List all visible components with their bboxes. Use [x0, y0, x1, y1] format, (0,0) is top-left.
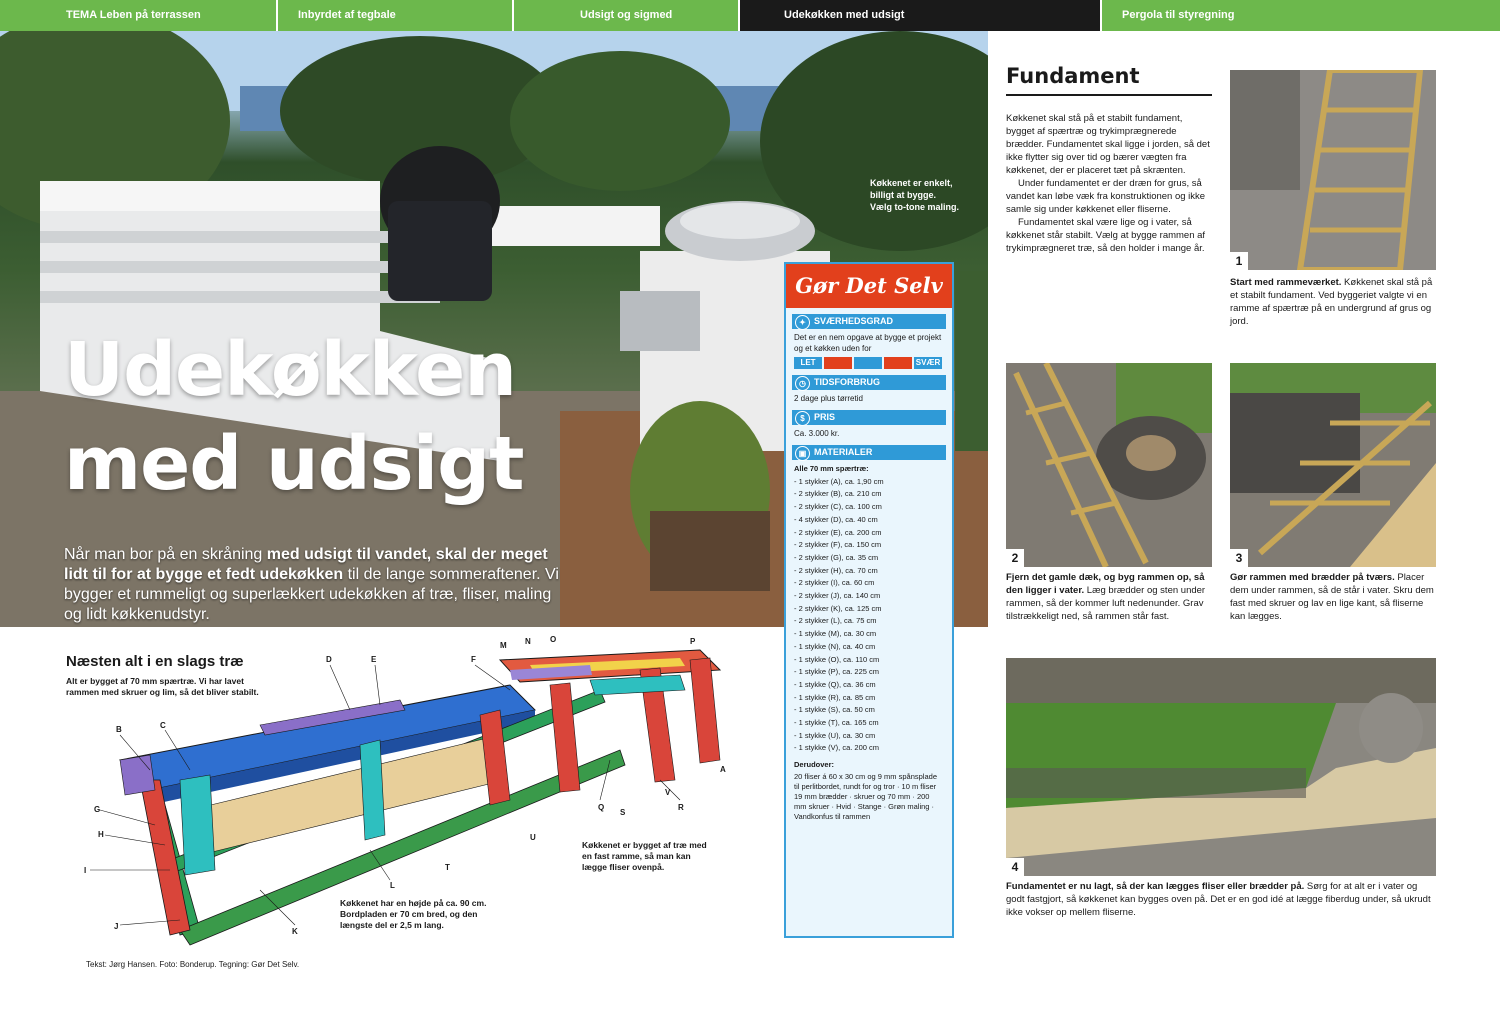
tab-udekokken[interactable]: Udekøkken med udsigt — [740, 0, 1102, 31]
materials-item: - 1 stykke (U), ca. 30 cm — [794, 730, 876, 740]
wrench-icon: ✦ — [795, 315, 810, 330]
diagram-label-k: K — [292, 927, 298, 936]
time-heading — [792, 375, 946, 390]
step-caption-4-text: Sørg for at alt er i vater og godt fastgjort, så køkkenet kan bygges oven på. Det er en god idé at lægge fiberdug under, så ukrudt ikke vokser op mellem fliserne. — [1006, 881, 1431, 918]
diagram-label-c: C — [160, 721, 166, 730]
section-tab-bar — [0, 0, 1500, 31]
materials-item: - 1 stykker (A), ca. 1,90 cm — [794, 476, 884, 486]
diagram-label-g: G — [94, 805, 101, 814]
materials-item: - 1 stykke (P), ca. 225 cm — [794, 667, 880, 677]
diy-info-box — [784, 262, 954, 938]
step-caption-3-text: Placer dem under rammen, så de står i vater. Skru dem fast med skruer og lav en lige kant, så fliserne kan lægges. — [1230, 572, 1434, 622]
clock-icon: ◷ — [795, 376, 810, 391]
step-caption-3 — [1230, 571, 1436, 623]
step-caption-1-text: Køkkenet skal stå på et stabilt fundament. Ved byggeriet valgte vi en ramme af spærtræ på en undergrund af grus og jord. — [1230, 277, 1433, 327]
diagram-label-d: D — [326, 655, 332, 664]
step-caption-1 — [1230, 276, 1436, 328]
diagram-label-l: L — [390, 881, 395, 890]
materials-list — [786, 476, 952, 755]
tab-pergola[interactable]: Pergola til styregning — [1102, 0, 1500, 31]
diagram-label-n: N — [525, 637, 531, 646]
materials-item: - 1 stykke (Q), ca. 36 cm — [794, 679, 876, 689]
step-number-4: 4 — [1006, 858, 1024, 876]
step-photo-2 — [1006, 363, 1212, 567]
intro-paragraph-2: Under fundamentet er der dræn for grus, så vandet kan løbe væk fra konstruktionen og ikke samle sig under køkkenet eller fliserne. — [1006, 178, 1206, 215]
step-photo-3-image — [1230, 363, 1436, 567]
diagram-label-j: J — [114, 922, 119, 931]
diagram-label-i: I — [84, 866, 87, 875]
difficulty-text: Det er en nem opgave at bygge et projekt og et køkken uden for — [794, 333, 942, 353]
diagram-label-s: S — [620, 808, 626, 817]
difficulty-level-1: LET — [794, 357, 822, 369]
diagram-note-2: Køkkenet er bygget af træ med en fast ramme, så man kan lægge fliser ovenpå. — [582, 840, 707, 872]
other-text: 20 fliser á 60 x 30 cm og 9 mm spånsplade til perlitbordet, rundt for og tror · 10 m fliser 19 mm brædder · skruer og 70 mm · 200 mm skruer · Hvid · Stange · Grøn maling · Vandkonfus til rammen — [794, 771, 937, 821]
materials-item: - 2 stykker (F), ca. 150 cm — [794, 540, 882, 550]
toolbox-icon: ▣ — [795, 446, 810, 461]
materials-heading — [792, 445, 946, 460]
section-heading: Fundament — [1006, 64, 1212, 96]
diagram-subtitle: Alt er bygget af 70 mm spærtræ. Vi har lavet rammen med skruer og lim, så det bliver stabilt. — [66, 676, 259, 697]
step-number-3: 3 — [1230, 549, 1248, 567]
materials-item: - 1 stykke (T), ca. 165 cm — [794, 718, 879, 728]
materials-item: - 2 stykker (G), ca. 35 cm — [794, 552, 879, 562]
materials-item: - 2 stykker (K), ca. 125 cm — [794, 603, 882, 613]
diagram-label-r: R — [678, 803, 684, 812]
diagram-label-m: M — [500, 641, 507, 650]
step-caption-2-bold: Fjern det gamle dæk, og byg rammen op, så den ligger i vater. — [1006, 572, 1205, 596]
diagram-title: Næsten alt i en slags træ — [66, 653, 244, 670]
time-heading-label: TIDSFORBRUG — [814, 377, 880, 387]
step-photo-1-image — [1230, 70, 1436, 270]
step-photo-3 — [1230, 363, 1436, 567]
intro-paragraph-1: Køkkenet skal stå på et stabilt fundament, bygget af spærtræ og trykimprægnerede brædder. Fundamentet skal ligge i jorden, så det ikke flytter sig over tid og bærer vægten fra køkkenet, der er placeret tæt på skrænten. — [1006, 113, 1210, 176]
step-caption-3-bold: Gør rammen med brædder på tværs. — [1230, 572, 1395, 583]
diagram-label-h: H — [98, 830, 104, 839]
tab-inbyrdet[interactable]: Inbyrdet af tegbale — [278, 0, 514, 31]
materials-item: - 1 stykke (M), ca. 30 cm — [794, 629, 877, 639]
diagram-note-1: Køkkenet har en højde på ca. 90 cm. Bordpladen er 70 cm bred, og den længste del er 2,5 m lang. — [340, 898, 487, 930]
materials-item: - 1 stykke (V), ca. 200 cm — [794, 743, 880, 753]
lead-text-2: til de lange sommeraftener. Vi bygger et rummeligt og superlækkert udekøkken af træ, fliser, maling og lidt køkkenudstyr. — [64, 566, 559, 623]
diagram-label-t: T — [445, 863, 450, 872]
price-text: Ca. 3.000 kr. — [794, 429, 840, 438]
step-number-2: 2 — [1006, 549, 1024, 567]
difficulty-level-4 — [884, 357, 912, 369]
intro-paragraph-3: Fundamentet skal være lige og i vater, så køkkenet står stabilt. Vælg at bygge rammen af trykimprægneret træ, så den holder i mange år. — [1006, 217, 1206, 254]
hero-title-line1: Udekøkken — [64, 327, 516, 413]
diagram-label-a: A — [720, 765, 726, 774]
gds-logo: Gør Det Selv — [786, 264, 952, 308]
materials-item: - 2 stykker (H), ca. 70 cm — [794, 565, 878, 575]
diagram-label-e: E — [371, 655, 377, 664]
difficulty-level-3 — [854, 357, 882, 369]
materials-item: - 2 stykker (J), ca. 140 cm — [794, 591, 881, 601]
materials-item: - 2 stykker (C), ca. 100 cm — [794, 502, 882, 512]
intro-text — [1006, 112, 1212, 255]
diagram-label-u: U — [530, 833, 536, 842]
materials-item: - 4 stykker (D), ca. 40 cm — [794, 514, 878, 524]
photo-credit: Tekst: Jørg Hansen. Foto: Bonderup. Tegning: Gør Det Selv. — [86, 960, 300, 969]
step-caption-2 — [1006, 571, 1212, 623]
materials-item: - 1 stykke (R), ca. 85 cm — [794, 692, 876, 702]
diagram-label-f: F — [471, 655, 476, 664]
lead-text-bold: med udsigt til vandet, skal der meget lidt til for at bygge et fedt udekøkken — [64, 546, 548, 583]
hero-title — [64, 323, 523, 511]
diagram-label-o: O — [550, 635, 557, 644]
hero-title-line2: med udsigt — [64, 421, 524, 507]
diagram-label-q: Q — [598, 803, 605, 812]
diagram-label-b: B — [116, 725, 122, 734]
step-photo-1 — [1230, 70, 1436, 270]
lead-text-1: Når man bor på en skråning — [64, 546, 267, 563]
materials-heading-label: MATERIALER — [814, 447, 873, 457]
tab-theme[interactable]: TEMA Leben på terrassen — [0, 0, 278, 31]
difficulty-heading-label: SVÆRHEDSGRAD — [814, 316, 894, 326]
coin-icon: $ — [795, 411, 810, 426]
step-photo-4 — [1006, 658, 1436, 876]
time-text: 2 dage plus tørretid — [794, 394, 863, 403]
price-heading — [792, 410, 946, 425]
materials-item: - 2 stykker (L), ca. 75 cm — [794, 616, 877, 626]
materials-item: - 1 stykke (O), ca. 110 cm — [794, 654, 880, 664]
photo-caption: Køkkenet er enkelt, billigt at bygge. Vælg to-tone maling. — [870, 178, 959, 212]
price-heading-label: PRIS — [814, 412, 836, 422]
diagram-label-v: V — [665, 788, 671, 797]
materials-item: - 2 stykker (E), ca. 200 cm — [794, 527, 882, 537]
hero-lead — [64, 545, 564, 625]
difficulty-level-2 — [824, 357, 852, 369]
materials-title: Alle 70 mm spærtræ: — [794, 464, 869, 473]
materials-item: - 2 stykker (I), ca. 60 cm — [794, 578, 875, 588]
step-caption-4 — [1006, 880, 1436, 919]
step-caption-4-bold: Fundamentet er nu lagt, så der kan lægges fliser eller brædder på. — [1006, 881, 1305, 892]
step-photo-4-image — [1006, 658, 1436, 876]
tab-udsigt[interactable]: Udsigt og sigmed — [514, 0, 740, 31]
step-caption-2-text: Læg brædder og sten under rammen, så der kommer luft nedenunder. Grav tilstrækkeligt ned, så rammen står fast. — [1006, 585, 1206, 622]
materials-item: - 1 stykke (N), ca. 40 cm — [794, 641, 876, 651]
difficulty-heading — [792, 314, 946, 329]
step-caption-1-bold: Start med rammeværket. — [1230, 277, 1342, 288]
difficulty-level-5: SVÆR — [915, 358, 941, 367]
step-number-1: 1 — [1230, 252, 1248, 270]
difficulty-scale — [794, 357, 944, 369]
diagram-label-p: P — [690, 637, 696, 646]
materials-item: - 1 stykke (S), ca. 50 cm — [794, 705, 875, 715]
other-title: Derudover: — [794, 760, 835, 770]
materials-item: - 2 stykker (B), ca. 210 cm — [794, 489, 882, 499]
step-photo-2-image — [1006, 363, 1212, 567]
